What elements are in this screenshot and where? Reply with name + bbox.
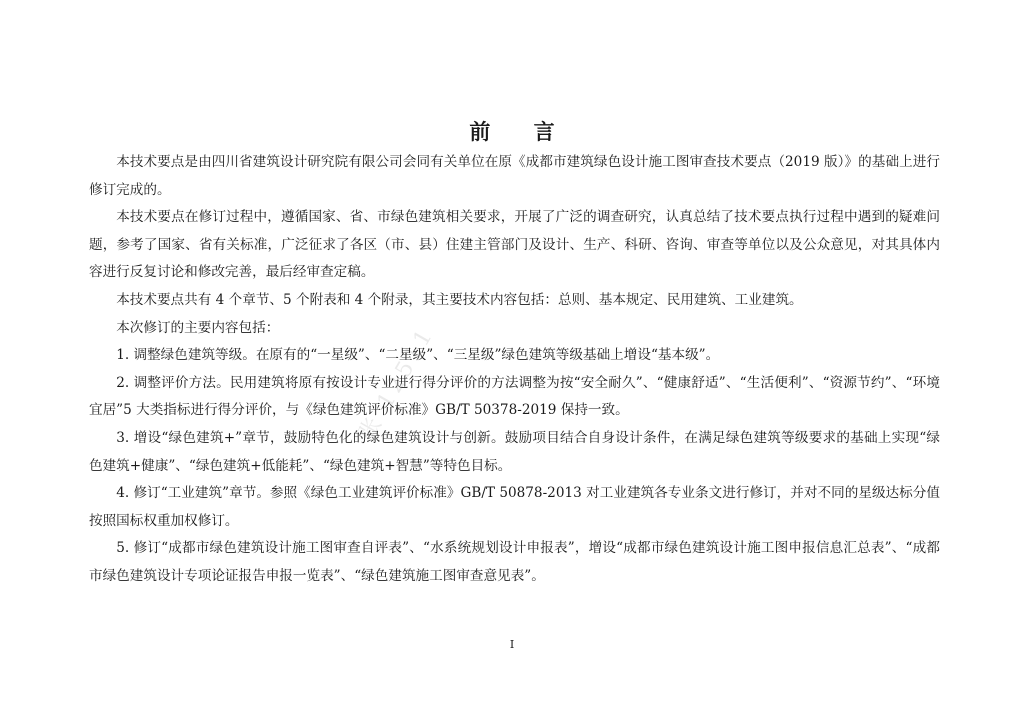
watermark: 张 12511	[354, 322, 440, 445]
list-item: 5. 修订“成都市绿色建筑设计施工图审查自评表”、“水系统规划设计申报表”，增设“成都市绿色建筑设计施工图申报信息汇总表”、“成都市绿色建筑设计专项论证报告申报一览表”、“绿色建筑施工图审查意见表”。	[89, 540, 940, 584]
paragraph: 本技术要点共有 4 个章节、5 个附表和 4 个附录，其主要技术内容包括：总则、基本规定、民用建筑、工业建筑。	[116, 291, 803, 308]
page-number: I	[509, 638, 515, 651]
page-title: 前 言	[469, 119, 573, 144]
paragraph: 本技术要点是由四川省建筑设计研究院有限公司会同有关单位在原《成都市建筑绿色设计施工图审查技术要点（2019 版）》的基础上进行修订完成的。	[89, 154, 940, 198]
paragraph: 本技术要点在修订过程中，遵循国家、省、市绿色建筑相关要求，开展了广泛的调查研究，认真总结了技术要点执行过程中遇到的疑难问题，参考了国家、省有关标准，广泛征求了各区（市、县）住建主管部门及设计、生产、科研、咨询、审查等单位以及公众意见，对其具体内容进行反复讨论和修改完善，最后经审查定稿。	[89, 209, 940, 281]
paragraph: 本次修订的主要内容包括：	[116, 319, 280, 336]
document-body	[89, 149, 940, 591]
list-item: 3. 增设“绿色建筑+”章节，鼓励特色化的绿色建筑设计与创新。鼓励项目结合自身设计条件，在满足绿色建筑等级要求的基础上实现“绿色建筑+健康”、“绿色建筑+低能耗”、“绿色建筑+智慧”等特色目标。	[89, 429, 940, 474]
list-item: 2. 调整评价方法。民用建筑将原有按设计专业进行得分评价的方法调整为按“安全耐久”、“健康舒适”、“生活便利”、“资源节约”、“环境宜居”5 大类指标进行得分评价，与《绿色建筑评价标准》GB/T 50378-2019 保持一致。	[89, 374, 940, 419]
list-item: 4. 修订“工业建筑”章节。参照《绿色工业建筑评价标准》GB/T 50878-2013 对工业建筑各专业条文进行修订，并对不同的星级达标分值按照国标权重加权修订。	[89, 485, 940, 529]
list-item: 1. 调整绿色建筑等级。在原有的“一星级”、“二星级”、“三星级”绿色建筑等级基础上增设“基本级”。	[116, 347, 720, 364]
